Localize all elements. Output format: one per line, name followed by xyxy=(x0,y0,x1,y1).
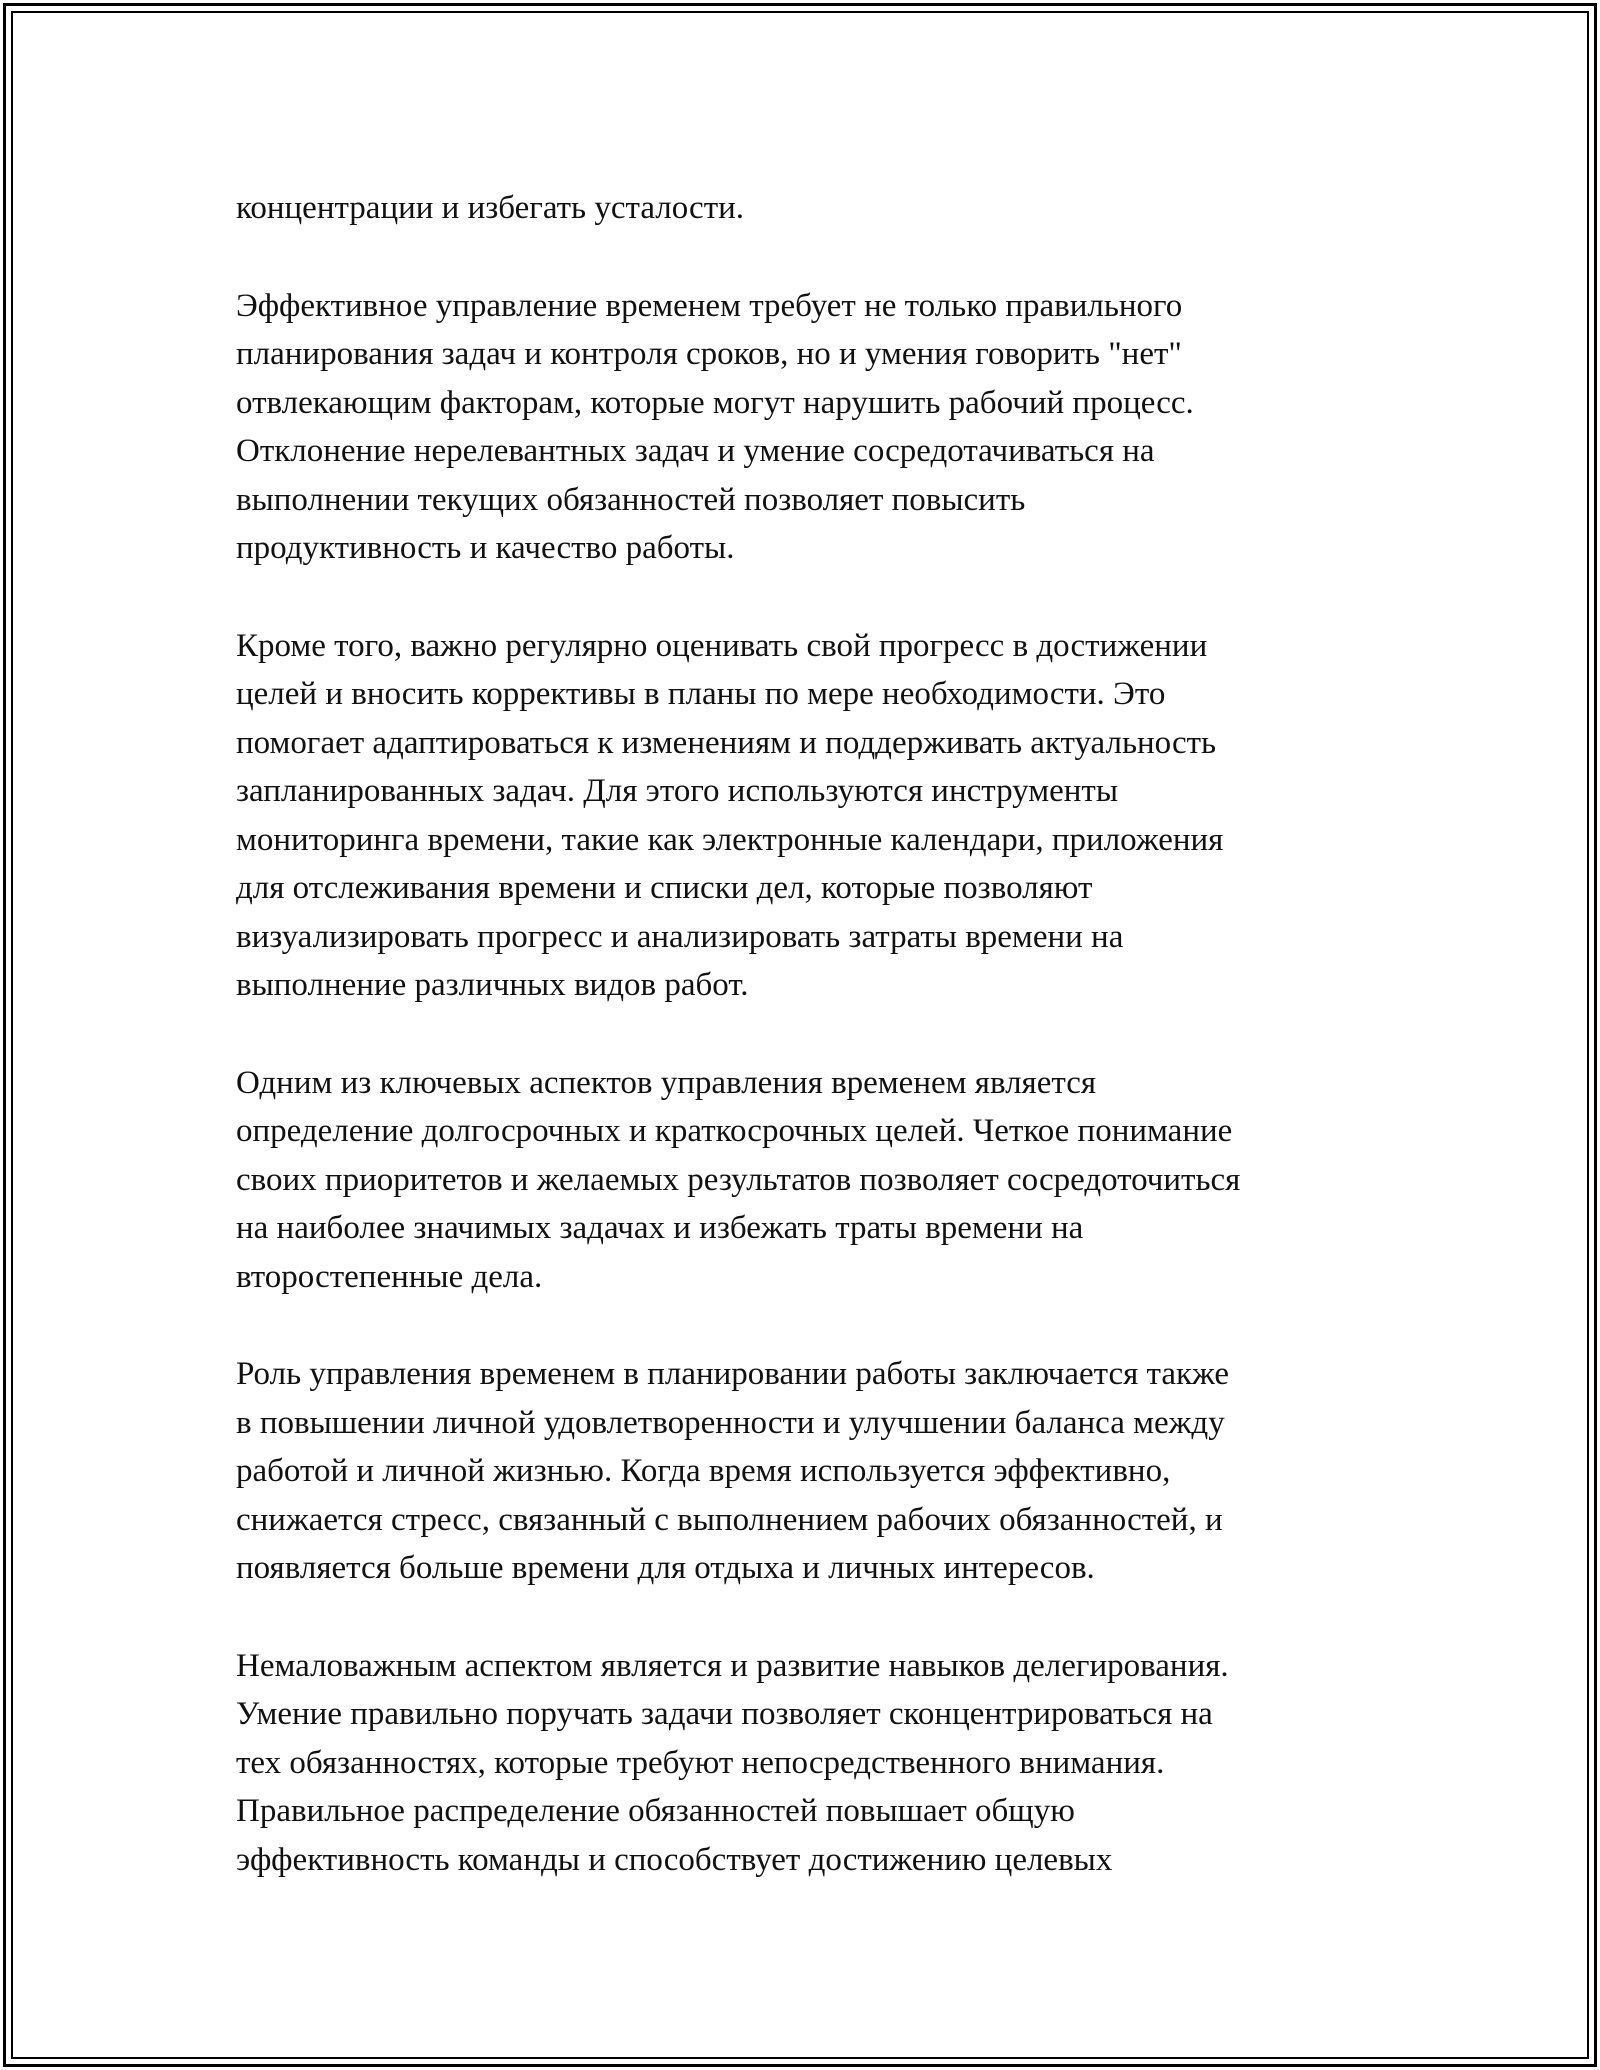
text-line: Одним из ключевых аспектов управления временем является xyxy=(236,1064,1097,1101)
text-line: Эффективное управление временем требует не только правильного xyxy=(236,287,1183,324)
paragraph xyxy=(236,282,1416,573)
text-line: определение долгосрочных и краткосрочных целей. Четкое понимание xyxy=(236,1113,1233,1149)
text-line: выполнение различных видов работ. xyxy=(236,967,749,1003)
text-line: Умение правильно поручать задачи позволяет сконцентрироваться на xyxy=(236,1696,1213,1732)
text-line: в повышении личной удовлетворенности и улучшении баланса между xyxy=(236,1404,1225,1441)
text-line: концентрации и избегать усталости. xyxy=(236,190,745,226)
text-line: Отклонение нерелевантных задач и умение сосредотачиваться на xyxy=(236,433,1155,469)
text-line: визуализировать прогресс и анализировать затраты времени на xyxy=(236,918,1124,955)
text-line: своих приоритетов и желаемых результатов позволяет сосредоточиться xyxy=(236,1161,1241,1198)
text-line: продуктивность и качество работы. xyxy=(236,530,735,566)
document-body xyxy=(236,184,1416,1933)
paragraph xyxy=(236,622,1416,1010)
text-line: Кроме того, важно регулярно оценивать свой прогресс в достижении xyxy=(236,627,1208,664)
text-line: появляется больше времени для отдыха и личных интересов. xyxy=(236,1550,1095,1586)
text-line: на наиболее значимых задачах и избежать траты времени на xyxy=(236,1210,1084,1246)
text-line: целей и вносить коррективы в планы по мере необходимости. Это xyxy=(236,676,1166,712)
text-line: тех обязанностях, которые требуют непосредственного внимания. xyxy=(236,1744,1165,1781)
text-line: работой и личной жизнью. Когда время используется эффективно, xyxy=(236,1453,1171,1489)
paragraph xyxy=(236,184,1416,233)
text-line: отвлекающим факторам, которые могут нарушить рабочий процесс. xyxy=(236,384,1194,421)
text-line: выполнении текущих обязанностей позволяет повысить xyxy=(236,481,1026,518)
text-line: мониторинга времени, такие как электронные календари, приложения xyxy=(236,821,1224,858)
text-line: второстепенные дела. xyxy=(236,1258,543,1295)
paragraph xyxy=(236,1350,1416,1593)
text-line: Немаловажным аспектом является и развитие навыков делегирования. xyxy=(236,1647,1229,1684)
text-line: запланированных задач. Для этого используются инструменты xyxy=(236,773,1119,809)
text-line: планирования задач и контроля сроков, но и умения говорить "нет" xyxy=(236,336,1182,372)
paragraph xyxy=(236,1059,1416,1302)
text-line: помогает адаптироваться к изменениям и поддерживать актуальность xyxy=(236,724,1217,761)
text-line: Роль управления временем в планировании работы заключается также xyxy=(236,1356,1230,1392)
text-line: снижается стресс, связанный с выполнением рабочих обязанностей, и xyxy=(236,1501,1223,1538)
text-line: Правильное распределение обязанностей повышает общую xyxy=(236,1793,1075,1829)
text-line: эффективность команды и способствует достижению целевых xyxy=(236,1841,1113,1878)
paragraph xyxy=(236,1642,1416,1885)
text-line: для отслеживания времени и списки дел, которые позволяют xyxy=(236,870,1093,906)
